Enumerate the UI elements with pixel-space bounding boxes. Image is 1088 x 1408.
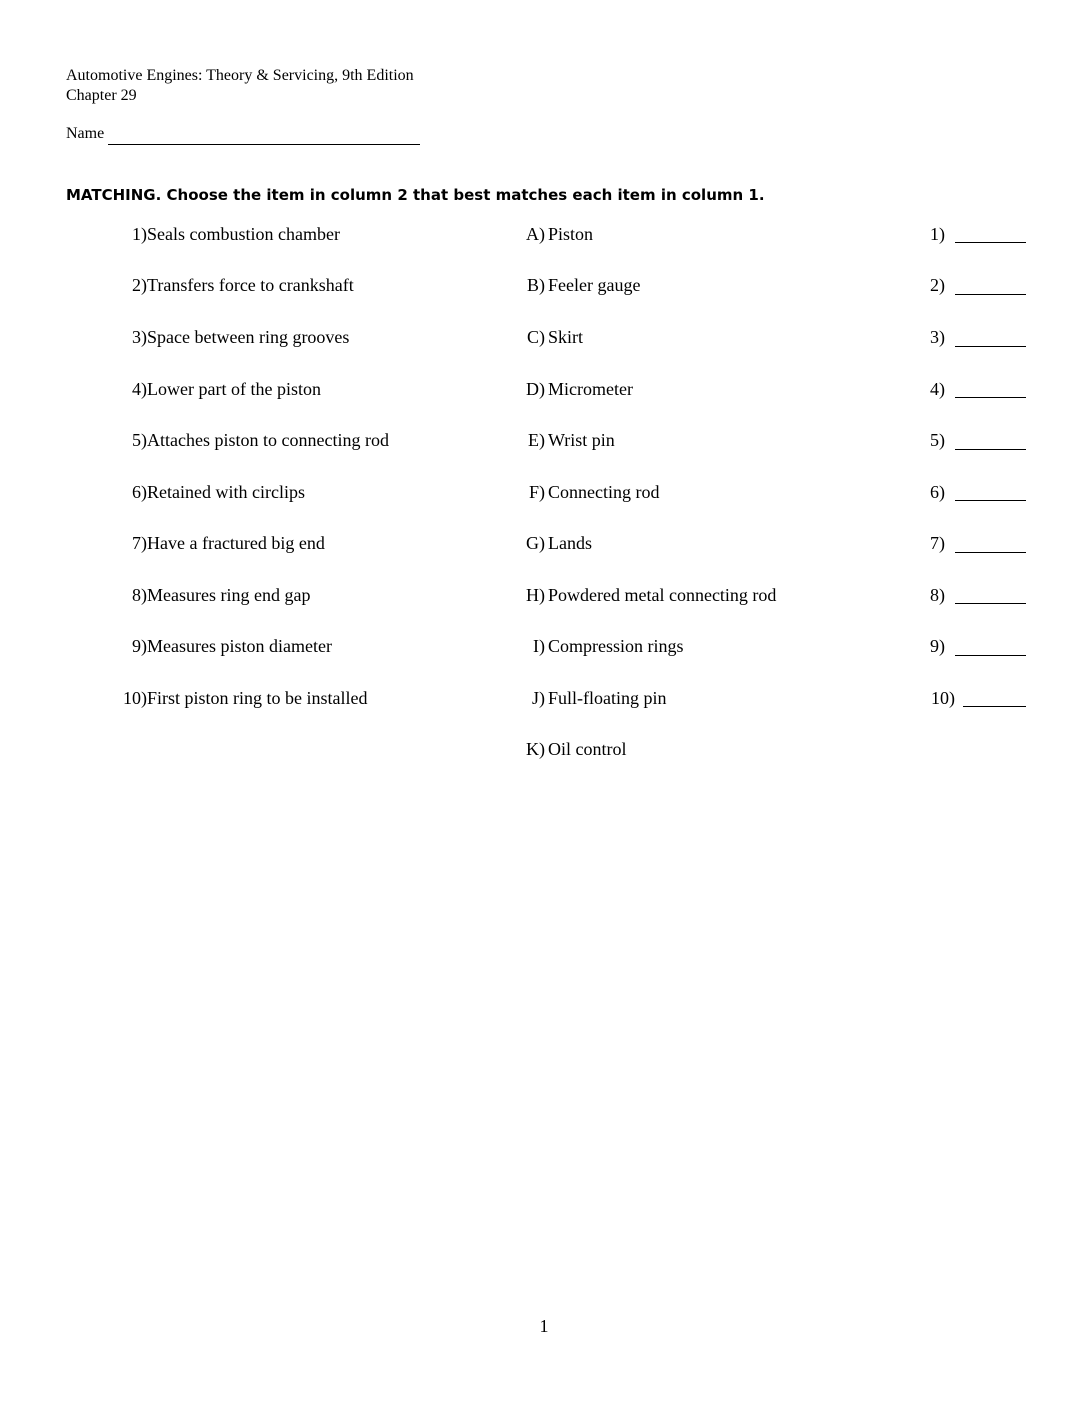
name-field[interactable]	[108, 144, 420, 145]
chapter-title: Chapter 29	[66, 87, 137, 104]
question-text: Seals combustion chamber	[147, 224, 340, 244]
choice-letter: F)	[528, 482, 545, 502]
choice-letter: H)	[526, 585, 545, 605]
choice-letter: K)	[526, 739, 545, 759]
choice-letter: C)	[527, 327, 545, 347]
answer-blank[interactable]	[955, 397, 1026, 398]
question-text: Transfers force to crankshaft	[147, 275, 354, 295]
page-number: 1	[539, 1316, 549, 1336]
answer-blank[interactable]	[955, 655, 1026, 656]
choice-text: Piston	[548, 224, 594, 244]
answer-number: 10)	[931, 688, 955, 708]
answer-number: 9)	[930, 636, 945, 656]
name-label: Name	[66, 125, 105, 142]
question-number: 1)	[132, 224, 147, 244]
choice-text: Wrist pin	[548, 430, 615, 450]
instructions: MATCHING. Choose the item in column 2 that best matches each item in column 1.	[66, 186, 765, 204]
question-number: 4)	[132, 379, 147, 399]
question-number: 9)	[132, 636, 147, 656]
answer-blank[interactable]	[955, 552, 1026, 553]
choice-text: Powdered metal connecting rod	[548, 585, 777, 605]
question-text: Measures piston diameter	[147, 636, 332, 656]
choice-text: Oil control	[548, 739, 627, 759]
answer-blank[interactable]	[955, 500, 1026, 501]
choice-letter: A)	[526, 224, 545, 244]
answer-number: 2)	[930, 275, 945, 295]
book-title: Automotive Engines: Theory & Servicing, 9th Edition	[66, 67, 414, 84]
choice-text: Connecting rod	[548, 482, 660, 502]
answer-number: 5)	[930, 430, 945, 450]
answer-blank[interactable]	[955, 603, 1026, 604]
choice-letter: B)	[527, 275, 545, 295]
question-text: Space between ring grooves	[147, 327, 350, 347]
question-text: Attaches piston to connecting rod	[147, 430, 389, 450]
question-text: First piston ring to be installed	[147, 688, 368, 708]
choice-text: Lands	[548, 533, 592, 553]
answer-blank[interactable]	[955, 294, 1026, 295]
question-number: 7)	[132, 533, 147, 553]
choice-letter: J)	[532, 688, 545, 708]
question-number: 2)	[132, 275, 147, 295]
question-text: Measures ring end gap	[147, 585, 311, 605]
answer-number: 8)	[930, 585, 945, 605]
choice-text: Skirt	[548, 327, 584, 347]
choice-letter: G)	[526, 533, 545, 553]
choice-text: Micrometer	[548, 379, 633, 399]
choice-letter: E)	[528, 430, 545, 450]
answer-number: 1)	[930, 224, 945, 244]
question-text: Retained with circlips	[147, 482, 305, 502]
question-text: Have a fractured big end	[147, 533, 325, 553]
question-number: 8)	[132, 585, 147, 605]
question-text: Lower part of the piston	[147, 379, 321, 399]
answer-blank[interactable]	[955, 346, 1026, 347]
answer-number: 4)	[930, 379, 945, 399]
question-number: 5)	[132, 430, 147, 450]
choice-text: Compression rings	[548, 636, 684, 656]
answer-blank[interactable]	[955, 449, 1026, 450]
answer-number: 7)	[930, 533, 945, 553]
answer-blank[interactable]	[963, 706, 1026, 707]
answer-number: 3)	[930, 327, 945, 347]
question-number: 6)	[132, 482, 147, 502]
question-number: 3)	[132, 327, 147, 347]
choice-text: Full-floating pin	[548, 688, 667, 708]
choice-letter: I)	[533, 636, 545, 656]
question-number: 10)	[123, 688, 147, 708]
choice-text: Feeler gauge	[548, 275, 641, 295]
answer-number: 6)	[930, 482, 945, 502]
answer-blank[interactable]	[955, 242, 1026, 243]
choice-letter: D)	[526, 379, 545, 399]
